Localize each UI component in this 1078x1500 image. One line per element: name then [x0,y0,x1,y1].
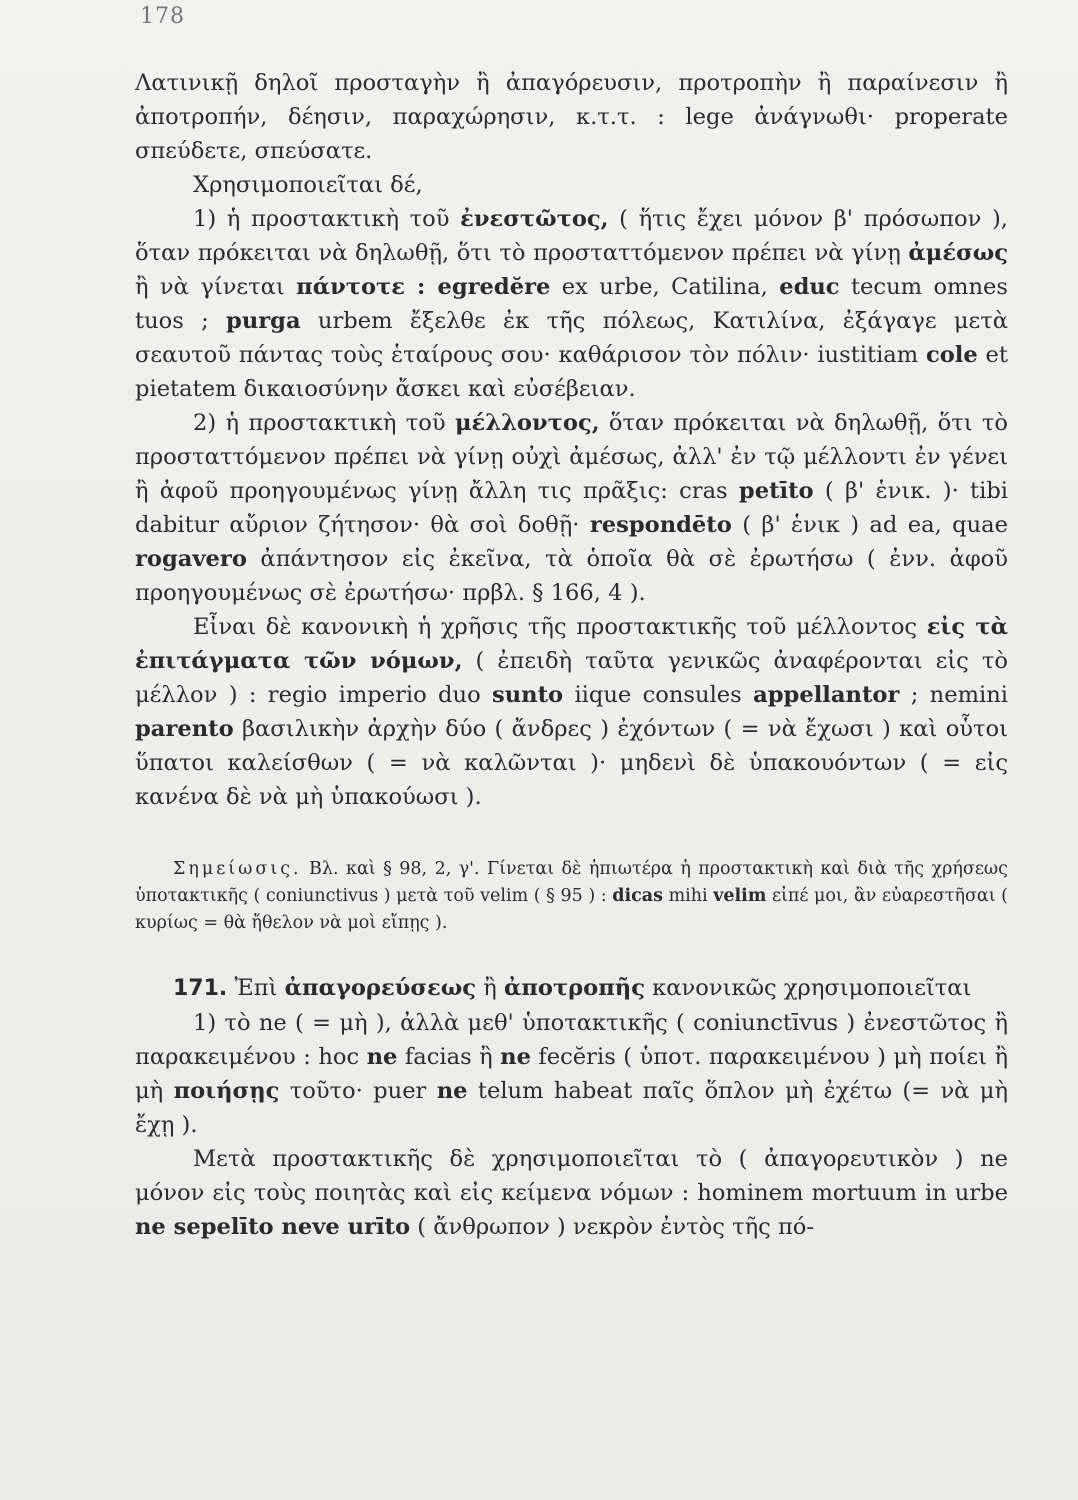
text-run: facias ἢ [397,1044,501,1070]
section-heading [135,971,1008,1006]
text-run: Ἐπὶ [227,975,285,1001]
bold-term: rogavero [135,546,247,572]
bold-term: purga [226,308,301,334]
text-run: ( β' ἑνικ ) ad ea, quae [731,512,1009,538]
text-run: Βλ. καὶ § 98, 2, γ'. Γίνεται δὲ ἠπιωτέρα ἡ προστακτικὴ καὶ διὰ τῆς χρήσεως ὑποτακτικῆς ( coniunctivus ) μετὰ τοῦ velim ( § 95 ) : [135,859,1008,906]
paragraph-4 [135,406,1008,610]
text-run: βασιλικὴν ἀρχὴν δύο ( ἄνδρες ) ἐχόντων ( = νὰ ἔχωσι ) καὶ οὗτοι ὕπατοι καλείσθων ( = νὰ καλῶνται )· μηδενὶ δὲ ὑπακουόντων ( = εἰς κανένα δὲ νὰ μὴ ὑπακούωσι ). [135,716,1008,810]
text-run: ; nemini [899,682,1009,708]
text-run: ex urbe, Catilina, [550,274,780,300]
bold-term: cole [925,342,978,368]
text-run: urbem ἔξελθε ἐκ τῆς πόλεως, Κατιλίνα, ἐξάγαγε μετὰ σεαυτοῦ πάντας τοὺς ἑταίρους σου· καθάρισον τὸν πόλιν· iustitiam [135,308,1008,368]
paragraph-5 [135,610,1008,814]
bold-term: educ [779,274,840,300]
bold-term: ποιήσῃς [173,1078,280,1104]
text-run: fecĕris ( ὑποτ. παρακειμένου ) μὴ ποίει ἢ μὴ [135,1044,1008,1104]
text-run: 1) ἡ προστακτικὴ τοῦ [193,206,461,232]
bold-term: ne [366,1044,398,1070]
text-run: ἀπάντησον εἰς ἐκεῖνα, τὰ ὁποῖα θὰ σὲ ἐρωτήσω ( ἐνν. ἀφοῦ προηγουμένως σὲ ἐρωτήσω· πρβλ. § 166, 4 ). [135,546,1008,606]
bold-term: ἀμέσως [908,240,1008,266]
text-run: ( ἐπειδὴ ταῦτα γενικῶς ἀναφέρονται εἰς τὸ μέλλον ) : regio imperio duo [135,648,1009,708]
text-run: εἰπέ μοι, ἂν εὐαρεστῆσαι ( κυρίως = θὰ ἤθελον νὰ μοὶ εἴπῃς ). [135,886,1009,933]
paragraph-1: Λατινικῇ δηλοῖ προσταγὴν ἢ ἀπαγόρευσιν, προτροπὴν ἢ παραίνεσιν ἢ ἀποτροπήν, δέησιν, παραχώρησιν, κ.τ.τ. : lege ἀνάγνωθι· properate σπεύδετε, σπεύσατε. [135,70,1008,164]
footnote [135,856,1008,937]
text-run: ἢ [476,975,504,1001]
bold-term: ἐνεστῶτος, [460,206,609,232]
text-run: τοῦτο· puer [279,1078,437,1104]
text-run: iique consules [563,682,754,708]
page-number: 178 [140,4,185,29]
section-number: 171. [173,976,228,1001]
text-run: ( ἥτις ἔχει μόνον β' πρόσωπον ), ὅταν πρόκειται νὰ δηλωθῇ, ὅτι τὸ προσταττόμενον πρέπει νὰ γίνῃ [135,206,1008,266]
text-run: 2) ἡ προστακτικὴ τοῦ [193,410,455,436]
section-paragraph-1 [135,1006,1008,1142]
bold-term: appellantor [753,682,900,708]
main-text [135,0,1008,814]
bold-term: sunto [492,682,564,708]
bold-term: petīto [738,478,814,504]
bold-term: parento [135,716,234,742]
bold-term: ἀπαγορεύσεως [284,975,477,1001]
text-run: ( ἄνθρωπον ) νεκρὸν ἐντὸς τῆς πό- [410,1214,815,1240]
text-run: mihi [663,886,714,906]
bold-term: velim [713,886,767,906]
section-171 [135,971,1008,1244]
bold-term: ne [500,1044,531,1070]
text-run: tecum omnes tuos ; [135,274,1008,334]
bold-term: μέλλοντος, [454,410,600,436]
text-run: ( β' ἑνικ. )· tibi dabitur αὔριον ζήτησον· θὰ σοὶ δοθῇ· [135,478,1009,538]
bold-term: πάντοτε : egredĕre [296,274,551,300]
bold-term: respondēto [589,512,732,538]
bold-term: ne [436,1078,468,1104]
text-run: telum habeat παῖς ὅπλον μὴ ἐχέτω (= νὰ μὴ ἔχῃ ). [135,1078,1009,1138]
bold-term: εἰς τὰ ἐπιτάγματα τῶν νόμων, [135,614,1008,674]
paragraph-2: Χρησιμοποιεῖται δέ, [193,172,423,198]
bold-term: dicas [612,886,663,906]
note-label: Σημείωσις. [173,859,302,879]
text-run: κανονικῶς χρησιμοποιεῖται [644,975,972,1001]
text-run: Εἶναι δὲ κανονικὴ ἡ χρῆσις τῆς προστακτικῆς τοῦ μέλλοντος [193,614,927,640]
text-run: ὅταν πρόκειται νὰ δηλωθῇ, ὅτι τὸ προσταττόμενον πρέπει νὰ γίνῃ οὐχὶ ἀμέσως, ἀλλ' ἐν τῷ μέλλοντι ἐν γένει ἢ ἀφοῦ προηγουμένως γίνῃ ἄλλη τις πρᾶξις: cras [135,410,1008,504]
bold-term: ἀποτροπῆς [503,975,645,1001]
section-paragraph-2 [135,1142,1008,1244]
text-run: et pietatem δικαιοσύνην ἄσκει καὶ εὐσέβειαν. [135,342,1008,402]
text-run: 1) τὸ ne ( = μὴ ), ἀλλὰ μεθ' ὑποτακτικῆς ( coniunctīvus ) ἐνεστῶτος ἢ παρακειμένου : hoc [135,1010,1008,1070]
bold-term: ne sepelīto neve urīto [135,1214,411,1240]
text-run: ἢ νὰ γίνεται [135,274,297,300]
text-run: Μετὰ προστακτικῆς δὲ χρησιμοποιεῖται τὸ ( ἀπαγορευτικὸν ) ne μόνον εἰς τοὺς ποιητὰς καὶ εἰς κείμενα νόμων : hominem mortuum in urbe [135,1146,1008,1206]
paragraph-3 [135,202,1008,406]
